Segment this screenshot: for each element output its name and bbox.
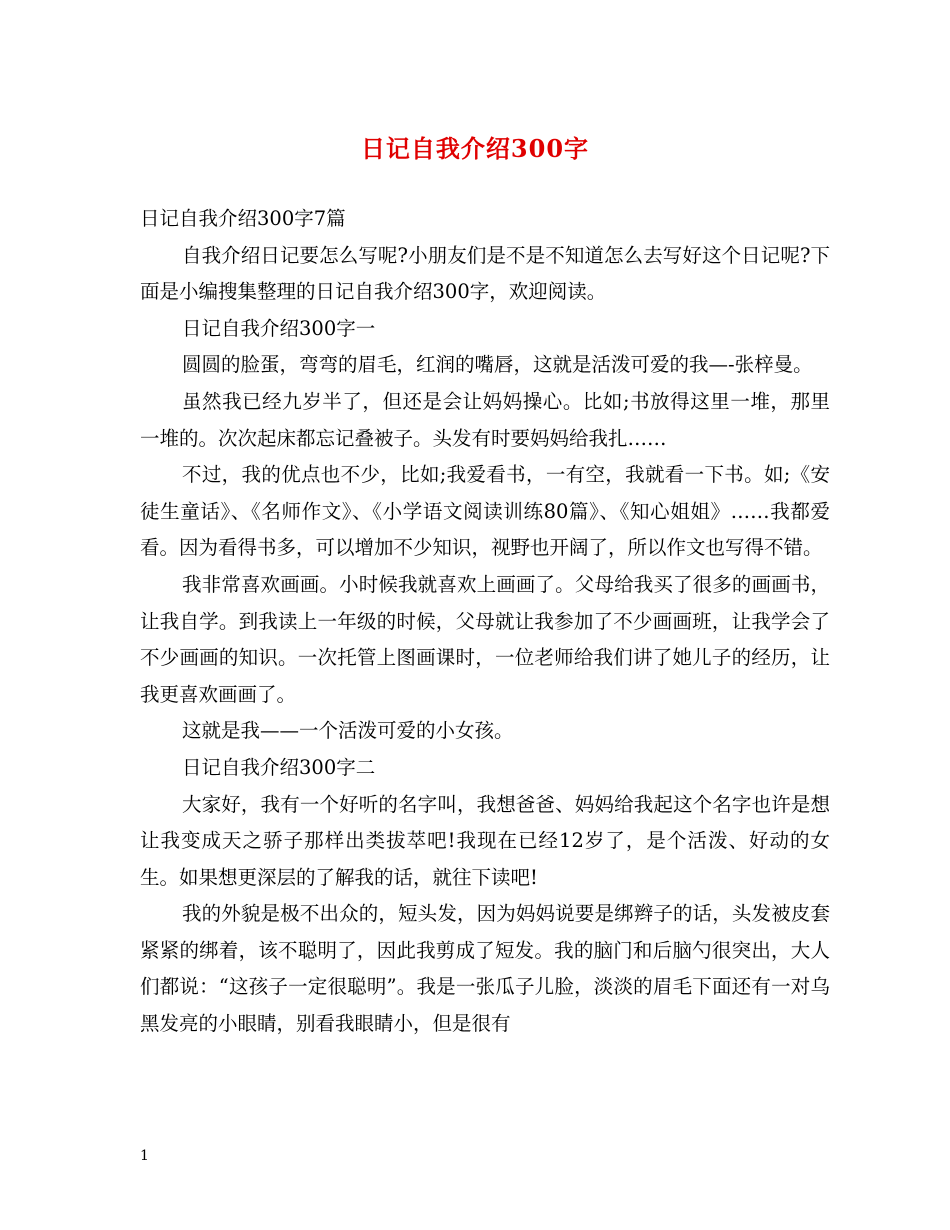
paragraph: 大家好，我有一个好听的名字叫，我想爸爸、妈妈给我起这个名字也许是想让我变成天之骄子那样出类拔萃吧!我现在已经12岁了，是个活泼、好动的女生。如果想更深层的了解我的话，就往下读吧!: [140, 792, 830, 889]
paragraph: 虽然我已经九岁半了，但还是会让妈妈操心。比如;书放得这里一堆，那里一堆的。次次起床都忘记叠被子。头发有时要妈妈给我扎……: [140, 389, 830, 450]
paragraph: 日记自我介绍300字7篇: [140, 207, 346, 230]
document-body: [140, 201, 830, 1043]
paragraph: 自我介绍日记要怎么写呢?小朋友们是不是不知道怎么去写好这个日记呢?下面是小编搜集整理的日记自我介绍300字，欢迎阅读。: [140, 243, 830, 304]
paragraph: 我的外貌是极不出众的，短头发，因为妈妈说要是绑辫子的话，头发被皮套紧紧的绑着，该不聪明了，因此我剪成了短发。我的脑门和后脑勺很突出，大人们都说：“这孩子一定很聪明”。我是一张瓜子儿脸，淡淡的眉毛下面还有一对乌黑发亮的小眼睛，别看我眼睛小，但是很有: [140, 902, 830, 1036]
paragraph: 我非常喜欢画画。小时候我就喜欢上画画了。父母给我买了很多的画画书，让我自学。到我读上一年级的时候，父母就让我参加了不少画画班，让我学会了不少画画的知识。一次托管上图画课时，一位老师给我们讲了她儿子的经历，让我更喜欢画画了。: [140, 572, 830, 706]
page-number: 1: [140, 1148, 149, 1164]
paragraph: 不过，我的优点也不少，比如;我爱看书，一有空，我就看一下书。如;《安徒生童话》、《名师作文》、《小学语文阅读训练80篇》、《知心姐姐》……我都爱看。因为看得书多，可以增加不少知识，视野也开阔了，所以作文也写得不错。: [140, 463, 830, 560]
section-heading: 日记自我介绍300字二: [182, 755, 376, 779]
document-title: 日记自我介绍300字: [360, 134, 590, 163]
paragraph: 这就是我——一个活泼可爱的小女孩。: [182, 719, 514, 743]
section-heading: 日记自我介绍300字一: [182, 316, 376, 340]
paragraph: 圆圆的脸蛋，弯弯的眉毛，红润的嘴唇，这就是活泼可爱的我—-张梓曼。: [182, 353, 813, 377]
